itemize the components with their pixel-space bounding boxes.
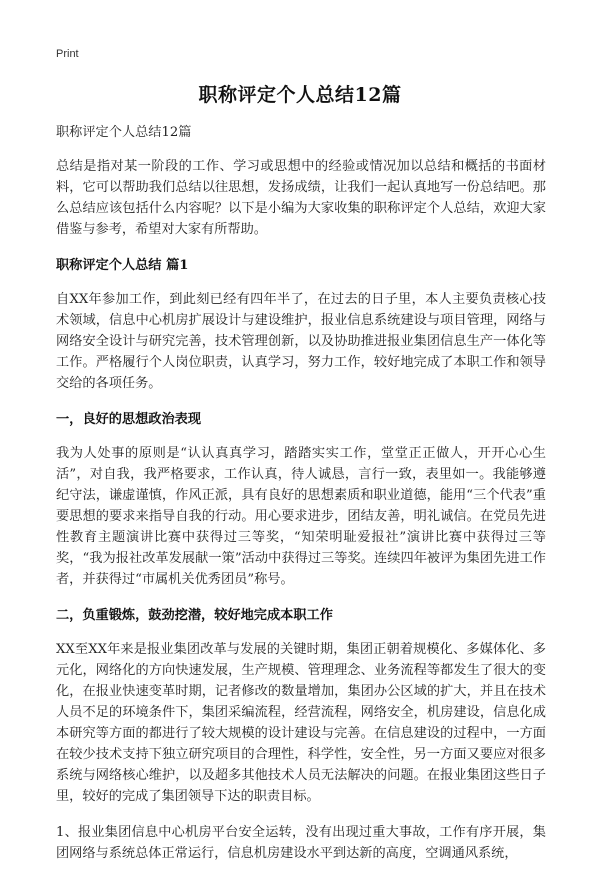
heading-work-completion: 二，负重锻炼，鼓劲挖潜，较好地完成本职工作 [56, 608, 333, 623]
article-body [56, 122, 546, 879]
print-link[interactable]: Print [56, 48, 79, 60]
heading-political-performance: 一，良好的思想政治表现 [56, 412, 202, 427]
paragraph-4: 1、报业集团信息中心机房平台安全运转，没有出现过重大事故，工作有序开展，集团网络与系统总体正常运行，信息机房建设水平到达新的高度，空调通风系统， [56, 825, 546, 861]
intro-paragraph: 总结是指对某一阶段的工作、学习或思想中的经验或情况加以总结和概括的书面材料，它可以帮助我们总结以往思想，发扬成绩，让我们一起认真地写一份总结吧。那么总结应该包括什么内容呢？以下是小编为大家收集的职称评定个人总结，欢迎大家借鉴与参考，希望对大家有所帮助。 [56, 159, 546, 237]
page-title: 职称评定个人总结12篇 [198, 84, 402, 106]
section-heading: 职称评定个人总结 篇1 [56, 258, 189, 273]
paragraph-2: 我为人处事的原则是“认认真真学习，踏踏实实工作，堂堂正正做人，开开心心生活”，对自我，我严格要求，工作认真，待人诚恳，言行一致，表里如一。我能够遵纪守法，谦虚谨慎，作风正派，具有良好的思想素质和职业道德，能用“三个代表”重要思想的要求来指导自我的行动。用心要求进步，团结友善，明礼诚信。在党员先进性教育主题演讲比赛中获得过三等奖，“知荣明耻爱报社”演讲比赛中获得过三等奖，“我为报社改革发展献一策”活动中获得过三等奖。连续四年被评为集团先进工作者，并获得过“市属机关优秀团员”称号。 [56, 446, 546, 587]
article-subtitle: 职称评定个人总结12篇 [56, 125, 192, 140]
paragraph-3: XX至XX年来是报业集团改革与发展的关键时期，集团正朝着规模化、多媒体化、多元化，网络化的方向快速发展，生产规模、管理理念、业务流程等都发生了很大的变化，在报业快速变革时期，记者修改的数量增加，集团办公区域的扩大，并且在技术人员不足的环境条件下，集团采编流程，经营流程，网络安全，机房建设，信息化成本研究等方面的都进行了较大规模的设计建设与完善。在信息建设的过程中，一方面在较少技术支持下独立研究项目的合理性，科学性，安全性，另一方面又要应对很多系统与网络核心维护，以及超多其他技术人员无法解决的问题。在报业集团这些日子里，较好的完成了集团领导下达的职责目标。 [56, 642, 546, 804]
paragraph-1: 自XX年参加工作，到此刻已经有四年半了，在过去的日子里，本人主要负责核心技术领域，信息中心机房扩展设计与建设维护，报业信息系统建设与项目管理，网络与网络安全设计与研究完善，技术管理创新，以及协助推进报业集团信息生产一体化等工作。严格履行个人岗位职责，认真学习，努力工作，较好地完成了本职工作和领导交给的各项任务。 [56, 292, 546, 391]
